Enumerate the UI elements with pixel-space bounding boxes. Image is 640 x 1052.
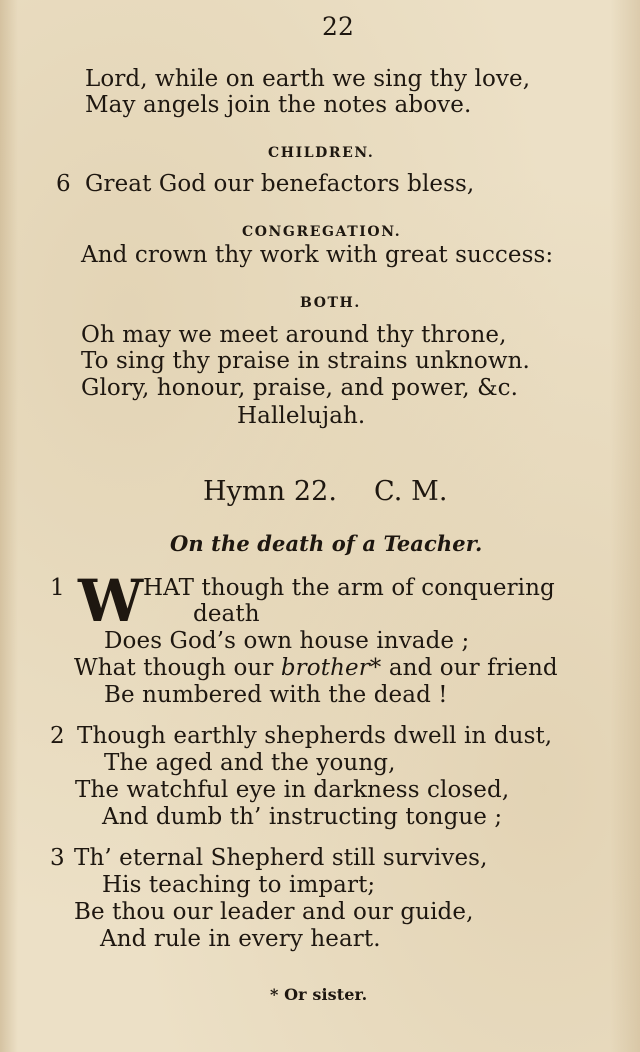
verse-2-line-3: The watchful eye in darkness closed, xyxy=(75,777,510,803)
verse-6-line: Great God our benefactors bless, xyxy=(85,171,475,197)
both-line-2: To sing thy praise in strains unknown. xyxy=(81,348,530,374)
verse-3-number: 3 xyxy=(50,845,65,871)
label-congregation: CONGREGATION. xyxy=(242,224,402,240)
verse-3-line-2: His teaching to impart; xyxy=(102,872,376,898)
verse-1-line-1: HAT though the arm of conquering xyxy=(143,575,555,601)
verse-1-line-3-end: and our friend xyxy=(388,655,558,681)
verse-1-line-3 xyxy=(74,655,558,681)
hallelujah: Hallelujah. xyxy=(237,403,366,429)
continuation-line-2: May angels join the notes above. xyxy=(85,92,472,118)
verse-1-line-4: Be numbered with the dead ! xyxy=(104,682,448,708)
verse-3-line-1: Th’ eternal Shepherd still survives, xyxy=(74,845,488,871)
both-line-1: Oh may we meet around thy throne, xyxy=(81,322,507,348)
congregation-line: And crown thy work with great success: xyxy=(81,242,554,268)
verse-2-line-1: Though earthly shepherds dwell in dust, xyxy=(77,723,553,749)
page-number: 22 xyxy=(322,12,355,41)
verse-1-line-3-start: What though our xyxy=(74,655,274,681)
footnote: * Or sister. xyxy=(270,985,368,1004)
verse-2-line-2: The aged and the young, xyxy=(104,750,396,776)
drop-cap: W xyxy=(78,567,144,635)
verse-1-line-2: Does God’s own house invade ; xyxy=(104,628,470,654)
verse-3-line-4: And rule in every heart. xyxy=(100,926,381,952)
verse-3-line-3: Be thou our leader and our guide, xyxy=(74,899,474,925)
verse-1-brother: brother* xyxy=(280,655,382,681)
verse-1-line-1-cont: death xyxy=(193,601,260,627)
hymn-meter: C. M. xyxy=(374,476,448,507)
hymn-title: Hymn 22. xyxy=(203,476,338,507)
label-both: BOTH. xyxy=(300,295,361,311)
verse-2-line-4: And dumb th’ instructing tongue ; xyxy=(102,804,503,830)
verse-2-number: 2 xyxy=(50,723,65,749)
both-line-3: Glory, honour, praise, and power, &c. xyxy=(81,375,519,401)
hymn-subtitle: On the death of a Teacher. xyxy=(170,531,483,556)
verse-1-number: 1 xyxy=(50,575,65,601)
label-children: CHILDREN. xyxy=(268,145,375,161)
verse-6-number: 6 xyxy=(56,171,71,197)
continuation-line-1: Lord, while on earth we sing thy love, xyxy=(85,66,531,92)
